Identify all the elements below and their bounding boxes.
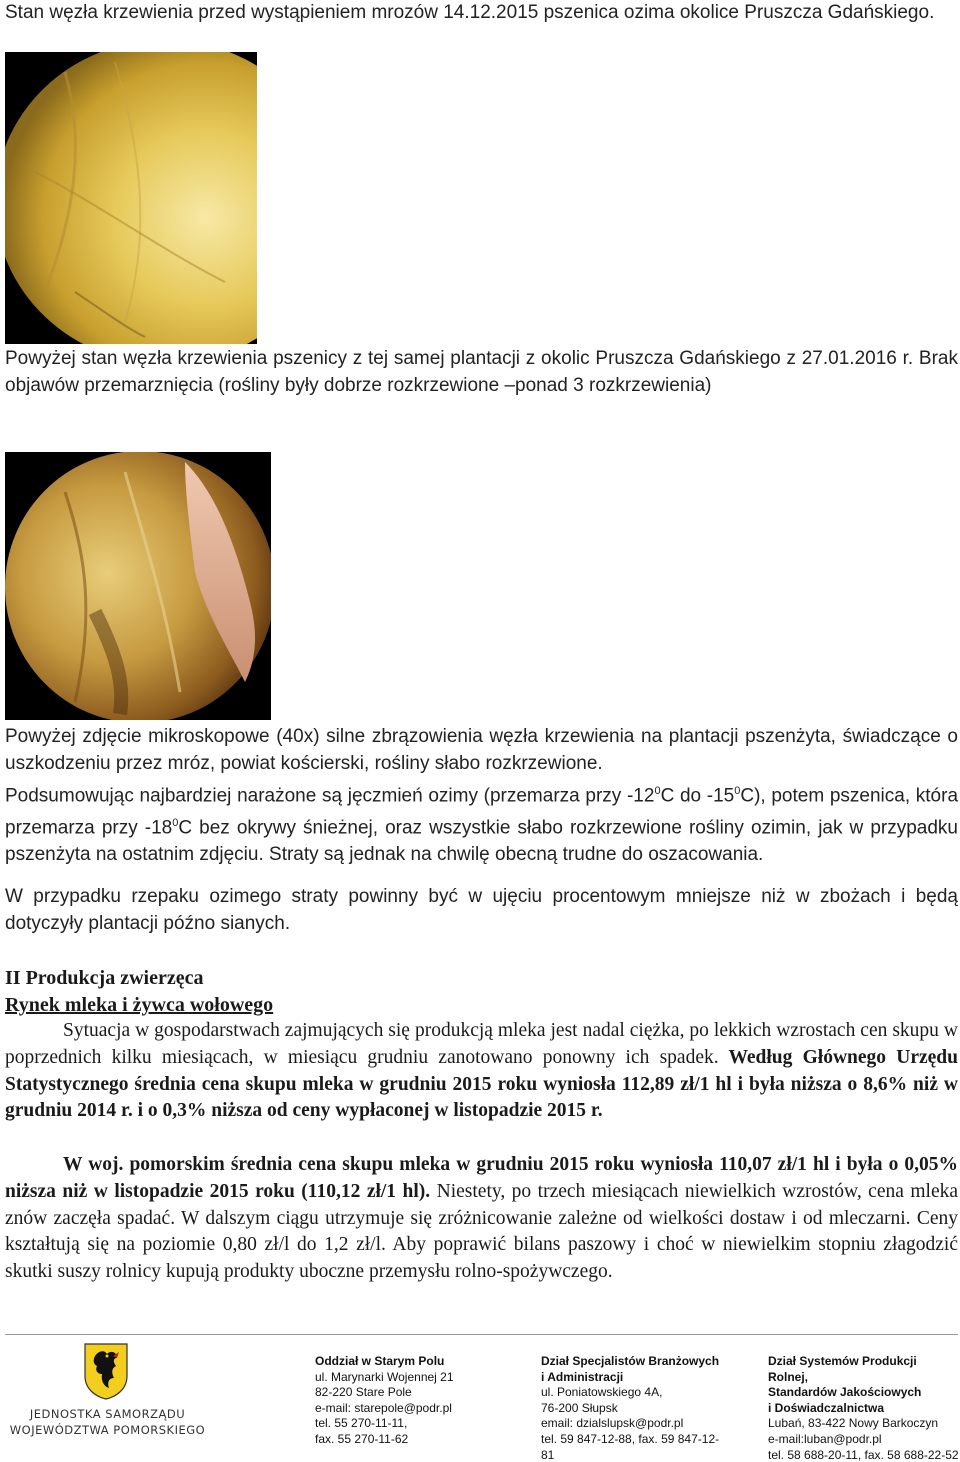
footer-col-1-line: tel. 55 270-11-11,	[315, 1416, 408, 1431]
footer-col-stare-pole	[315, 1354, 454, 1448]
photo-caption-2: Powyżej stan węzła krzewienia pszenicy z tej samej plantacji z okolic Pruszcza Gdańskiego z 27.01.2016 r. Brak objawów przemarznięcia (rośliny były dobrze rozkrzewione –ponad 3 rozkrzewienia)	[5, 348, 958, 396]
summary-text-a: Podsumowując najbardziej narażone są jęczmień ozimy (przemarza przy -12	[5, 785, 655, 807]
summary-text-b: C do -15	[660, 785, 735, 807]
logo-text-line-1: JEDNOSTKA SAMORZĄDU	[29, 1407, 186, 1421]
griffin-crest-icon	[83, 1342, 129, 1400]
microscope-photo-wheat-december	[5, 52, 257, 344]
footer-col-1-line: 82-220 Stare Pole	[315, 1385, 412, 1400]
logo-text-line-2: WOJEWÓDZTWA POMORSKIEGO	[9, 1423, 206, 1437]
milk-market-paragraph-1	[5, 1018, 958, 1125]
footer-col-3-line: tel. 58 688-20-11, fax. 58 688-22-52	[768, 1447, 959, 1462]
footer-col-3-title: i Doświadczalnictwa	[768, 1400, 885, 1415]
degree-sup-3: 0	[172, 817, 179, 830]
milk-paragraph-1-bold: Według Głównego Urzędu Statystycznego średnia cena skupu mleka w grudniu 2015 roku wyniosła 112,89 zł/1 hl i była niższa o 8,6% niż w grudniu 2014 r. i o 0,3% niższa od ceny wypłaconej w listopadzie 2015 r.	[5, 1046, 958, 1122]
footer-col-1-title: Oddział w Starym Polu	[315, 1354, 445, 1368]
footer-col-2-line: 76-200 Słupsk	[541, 1400, 618, 1415]
footer-col-2-line: 81	[541, 1447, 555, 1462]
footer-col-3-line: Lubań, 83-422 Nowy Barkoczyn	[768, 1416, 939, 1431]
subsection-heading: Rynek mleka i żywca wołowego	[5, 994, 274, 1016]
footer-col-luban	[768, 1354, 960, 1462]
milk-market-paragraph-2	[5, 1152, 958, 1286]
footer-col-2-title: Dział Specjalistów Branżowych	[541, 1354, 720, 1368]
footer-col-2-line: email: dzialslupsk@podr.pl	[541, 1416, 684, 1431]
summary-text-c: C), potem pszenica, która przemarza przy -18	[5, 785, 959, 839]
footer-col-3-line: e-mail:luban@podr.pl	[768, 1431, 882, 1446]
photo-caption-3: Powyżej zdjęcie mikroskopowe (40x) silne zbrązowienia węzła krzewienia na plantacji pszenżyta, świadczące o uszkodzeniu przez mróz, powiat kościerski, rośliny słabo rozkrzewione.	[5, 726, 958, 774]
summary-text-d: C bez okrywy śnieżnej, oraz wszystkie słabo rozkrzewione rośliny ozimin, jak w przypadku pszenżyta na ostatnim zdjęciu. Straty są jednak na chwilę obecną trudne do oszacowania.	[5, 817, 958, 866]
footer-col-2-line: ul. Poniatowskiego 4A,	[541, 1385, 663, 1400]
pomorskie-logo	[5, 1342, 210, 1442]
footer-col-slupsk	[541, 1354, 719, 1462]
section-heading: II Produkcja zwierzęca	[5, 967, 204, 989]
degree-sup-2: 0	[734, 785, 741, 797]
footer-divider	[5, 1334, 958, 1335]
photo-caption-1: Stan węzła krzewienia przed wystąpieniem mrozów 14.12.2015 pszenica ozima okolice Pruszcza Gdańskiego.	[5, 2, 935, 23]
milk-paragraph-2-bold: W woj. pomorskim średnia cena skupu mleka w grudniu 2015 roku wyniosła 110,07 zł/1 hl i była o 0,05% niższa niż w listopadzie 2015 roku (110,12 zł/1 hl).	[5, 1154, 958, 1202]
footer-col-1-line: e-mail: starepole@podr.pl	[315, 1400, 452, 1415]
footer-col-3-title: Standardów Jakościowych	[768, 1385, 922, 1400]
footer-col-2-title: i Administracji	[541, 1369, 624, 1384]
microscope-photo-triticale-frost	[5, 452, 271, 720]
rapeseed-paragraph: W przypadku rzepaku ozimego straty powinny być w ujęciu procentowym mniejsze niż w zbożach i będą dotyczyły plantacji późno sianych.	[5, 886, 958, 934]
footer-col-1-line: fax. 55 270-11-62	[315, 1431, 409, 1446]
milk-paragraph-1-text: Sytuacja w gospodarstwach zajmujących się produkcją mleka jest nadal ciężka, po lekkich wzrostach cen skupu w poprzednich kilku miesiącach, w miesiącu grudniu zanotowano ponowny ich spadek.	[5, 1020, 958, 1068]
summary-paragraph	[5, 778, 958, 869]
footer-col-3-title: Dział Systemów Produkcji Rolnej,	[768, 1354, 917, 1384]
footer-col-2-line: tel. 59 847-12-88, fax. 59 847-12-	[541, 1431, 720, 1446]
milk-paragraph-2-text: Niestety, po trzech miesiącach niewielkich wzrostów, cena mleka znów zaczęła spadać. W dalszym ciągu utrzymuje się zróżnicowanie zależne od wielkości dostaw i od mleczarni. Ceny kształtują się na poziomie 0,80 zł/l do 1,2 zł/l. Aby poprawić bilans paszowy i choć w niewielkim stopniu złagodzić skutki suszy rolnicy kupują produkty uboczne przemysłu rolno-spożywczego.	[5, 1180, 958, 1283]
footer-col-1-line: ul. Marynarki Wojennej 21	[315, 1369, 454, 1384]
degree-sup-1: 0	[654, 785, 661, 797]
